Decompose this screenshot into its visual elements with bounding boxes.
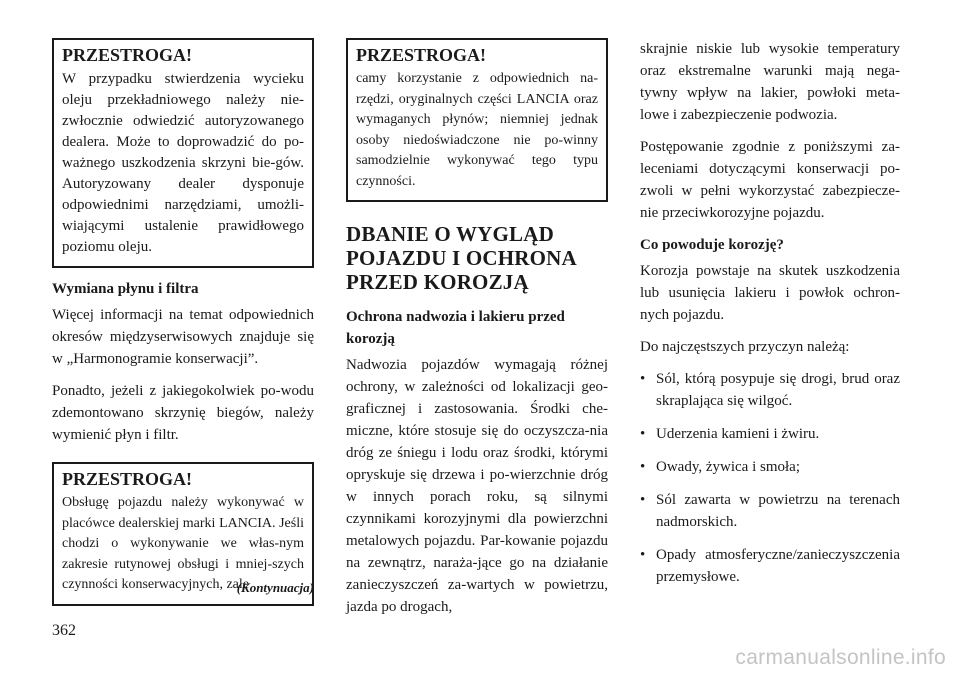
paragraph: Postępowanie zgodnie z poniższymi za-leceniami dotyczącymi konserwacji po-zwoli w pełni wykorzystać zabezpiecze-nie przeciwkorozyjne pojazdu. [640, 139, 900, 221]
list-item: • Sól zawarta w powietrzu na terenach nadmorskich. [640, 489, 900, 533]
paragraph: Ponadto, jeżeli z jakiegokolwiek po-wodu zdemontowano skrzynię biegów, należy wymienić płyn i filtr. [52, 383, 314, 443]
page-number: 362 [52, 622, 76, 639]
warning-text: camy korzystanie z odpowiednich na-rzędzi, oryginalnych części LANCIA oraz wymaganych płynów; niemniej jednak osoby niedoświadczone nie po-winny samodzielnie wykonywać tego typu czynności. [356, 71, 598, 189]
section-heading: DBANIE O WYGLĄD POJAZDU I OCHRONA PRZED KOROZJĄ [346, 222, 576, 294]
watermark: carmanualsonline.info [735, 646, 946, 669]
continued-label: (Kontynuacja) [236, 580, 314, 595]
column-3 [640, 38, 900, 599]
cause-list [640, 368, 900, 588]
paragraph: Do najczęstszych przyczyn należą: [640, 339, 850, 355]
warning-box [52, 38, 314, 268]
list-item: • Owady, żywica i smoła; [640, 456, 900, 478]
paragraph: Korozja powstaje na skutek uszkodzenia lub usunięcia lakieru i powłok ochron-nych pojazdu. [640, 263, 900, 323]
warning-text: Obsługę pojazdu należy wykonywać w placówce dealerskiej marki LANCIA. Jeśli chodzi o wykonywanie we włas-nym zakresie rutynowej obsługi i mniej-szych czynności konserwacyjnych, zale [62, 495, 304, 592]
section-subheading: Ochrona nadwozia i lakieru przed korozją [346, 309, 565, 347]
paragraph: skrajnie niskie lub wysokie temperatury oraz ekstremalne warunki mają nega-tywny wpływ na lakier, powłoki meta-lowe i zabezpieczenie podwozia. [640, 41, 900, 123]
section-subheading: Wymiana płynu i filtra [52, 281, 199, 297]
paragraph: Nadwozia pojazdów wymagają różnej ochrony, w zależności od lokalizacji geo-graficznej i zastosowania. Środki che-miczne, które stosuje się do oczyszcza-nia dróg ze śniegu i lodu oraz środki, którymi opryskuje się drzewa i po-wierzchnie dróg w innych porach roku, są silnymi czynnikami korozyjnymi dla powierzchni metalowych pojazdu. Par-kowanie pojazdu na zewnątrz, naraża-jące go na działanie zanieczyszczeń za-wartych w powietrzu, jazda po drogach, [346, 357, 608, 615]
list-item: • Opady atmosferyczne/zanieczyszczenia przemysłowe. [640, 544, 900, 588]
column-2 [346, 38, 608, 628]
list-item: • Sól, którą posypuje się drogi, brud oraz skraplająca się wilgoć. [640, 368, 900, 412]
section-subheading: Co powoduje korozję? [640, 237, 784, 253]
warning-text: W przypadku stwierdzenia wycieku oleju przekładniowego należy nie-zwłocznie odwiedzić autoryzowanego dealera. Może to doprowadzić do po-ważnego uszkodzenia skrzyni bie-gów. Autoryzowany dealer dysponuje odpowiednimi narzędziami, umożli-wiającymi ustalenie prawidłowego poziomu oleju. [62, 71, 304, 255]
warning-title: PRZESTROGA! [356, 45, 487, 65]
paragraph: Więcej informacji na temat odpowiednich okresów międzyserwisowych znajduje się w „Harmonogramie konserwacji”. [52, 307, 314, 367]
list-item: • Uderzenia kamieni i żwiru. [640, 423, 900, 445]
warning-title: PRZESTROGA! [62, 45, 193, 65]
column-1 [52, 38, 314, 606]
warning-title: PRZESTROGA! [62, 469, 193, 489]
warning-box [346, 38, 608, 202]
